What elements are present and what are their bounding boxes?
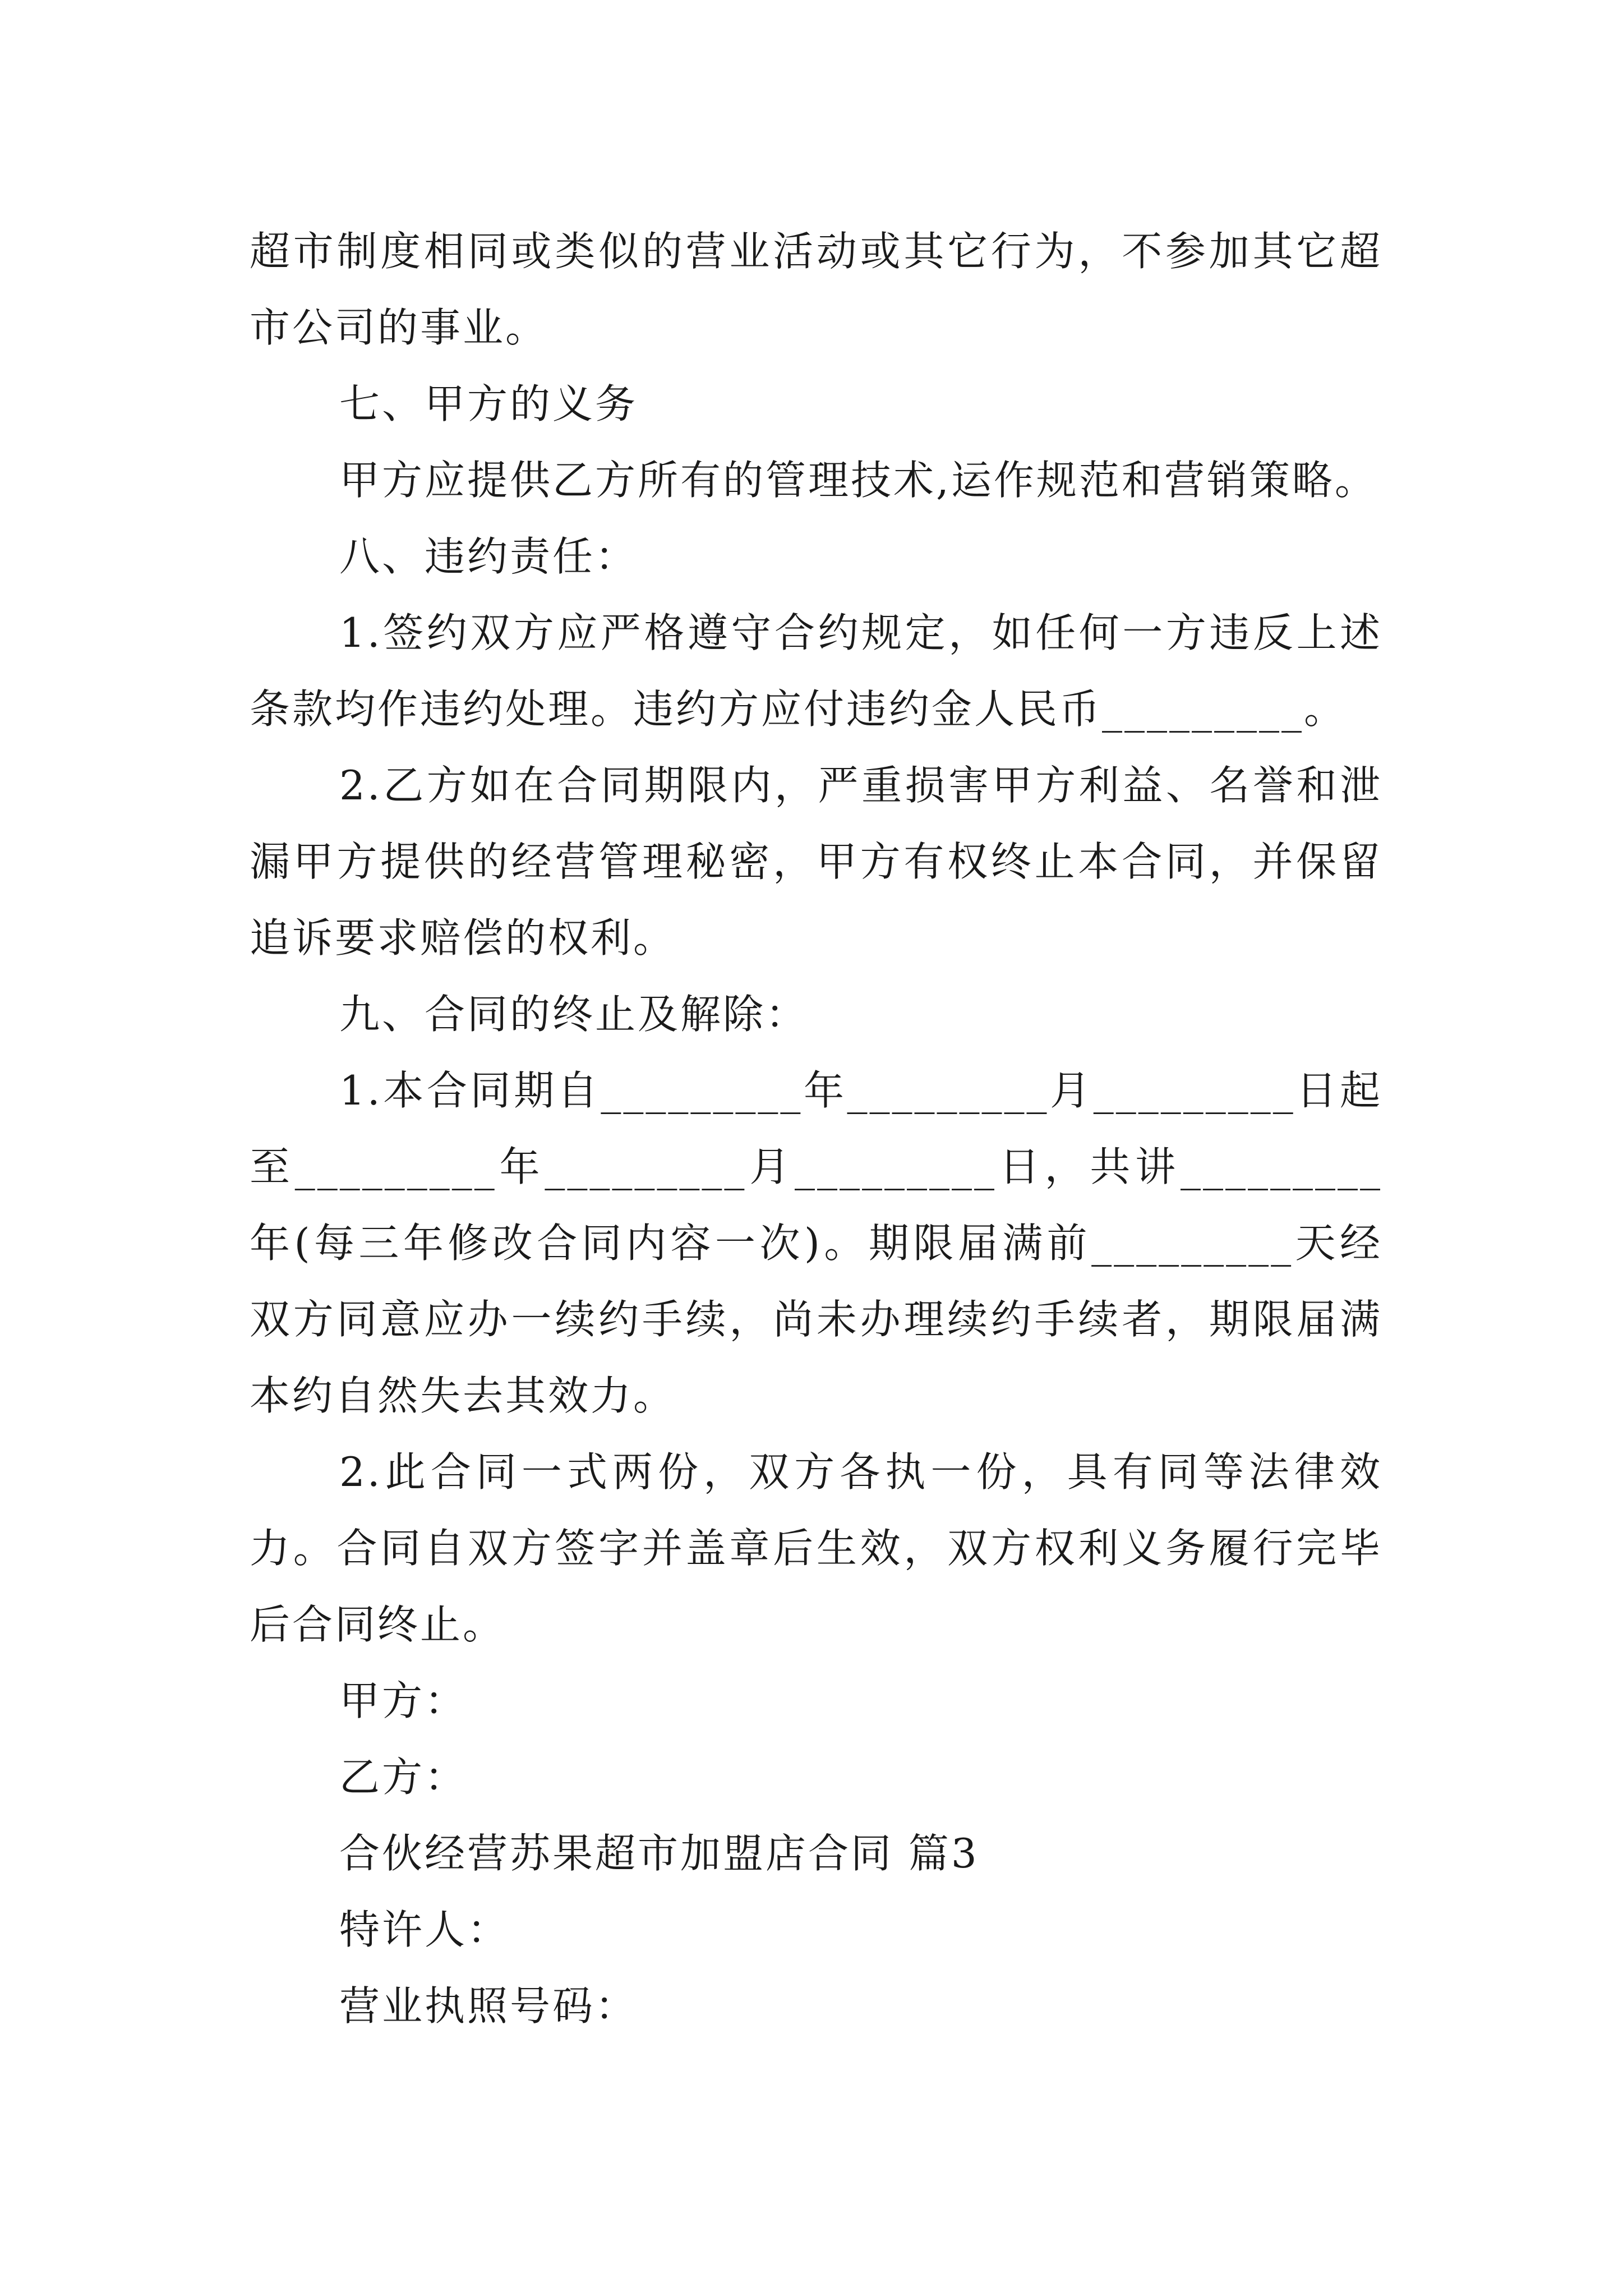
section-heading-party-a-obligations: 七、甲方的义务 <box>339 380 638 427</box>
field-business-license-number: 营业执照号码： <box>339 1982 638 2030</box>
contract-title-part-3: 合伙经营苏果超市加盟店合同 篇3 <box>339 1830 979 1877</box>
section-heading-termination: 九、合同的终止及解除： <box>339 991 809 1038</box>
paragraph-termination-clause-2: 2.此合同一式两份，双方各执一份，具有同等法律效力。合同自双方签字并盖章后生效，双方权利义务履行完毕后合同终止。 <box>250 1448 1382 1648</box>
signature-party-a: 甲方： <box>339 1677 468 1724</box>
paragraph-termination-clause-1: 1.本合同期自_________年_________月_________日起至_________年_________月_________日，共讲_________年(每三年修改合同内容一次)。期限届满前_________天经双方同意应办一续约手续，尚未办理续约手续者，期限届满本约自然失去其效力。 <box>250 1067 1382 1419</box>
signature-party-b: 乙方： <box>339 1754 468 1801</box>
field-franchisor: 特许人： <box>339 1906 510 1953</box>
paragraph-continuation: 超市制度相同或类似的营业活动或其它行为，不参加其它超市公司的事业。 <box>250 228 1382 351</box>
document-body <box>250 213 1382 2044</box>
paragraph-breach-clause-1: 1.签约双方应严格遵守合约规定，如任何一方违反上述条款均作违约处理。违约方应付违约金人民币_________。 <box>250 609 1382 733</box>
paragraph-party-a-obligations: 甲方应提供乙方所有的管理技术,运作规范和营销策略。 <box>339 457 1377 504</box>
section-heading-breach-liability: 八、违约责任： <box>339 533 638 580</box>
paragraph-breach-clause-2: 2.乙方如在合同期限内，严重损害甲方利益、名誉和泄漏甲方提供的经营管理秘密，甲方有权终止本合同，并保留追诉要求赔偿的权利。 <box>250 762 1382 961</box>
